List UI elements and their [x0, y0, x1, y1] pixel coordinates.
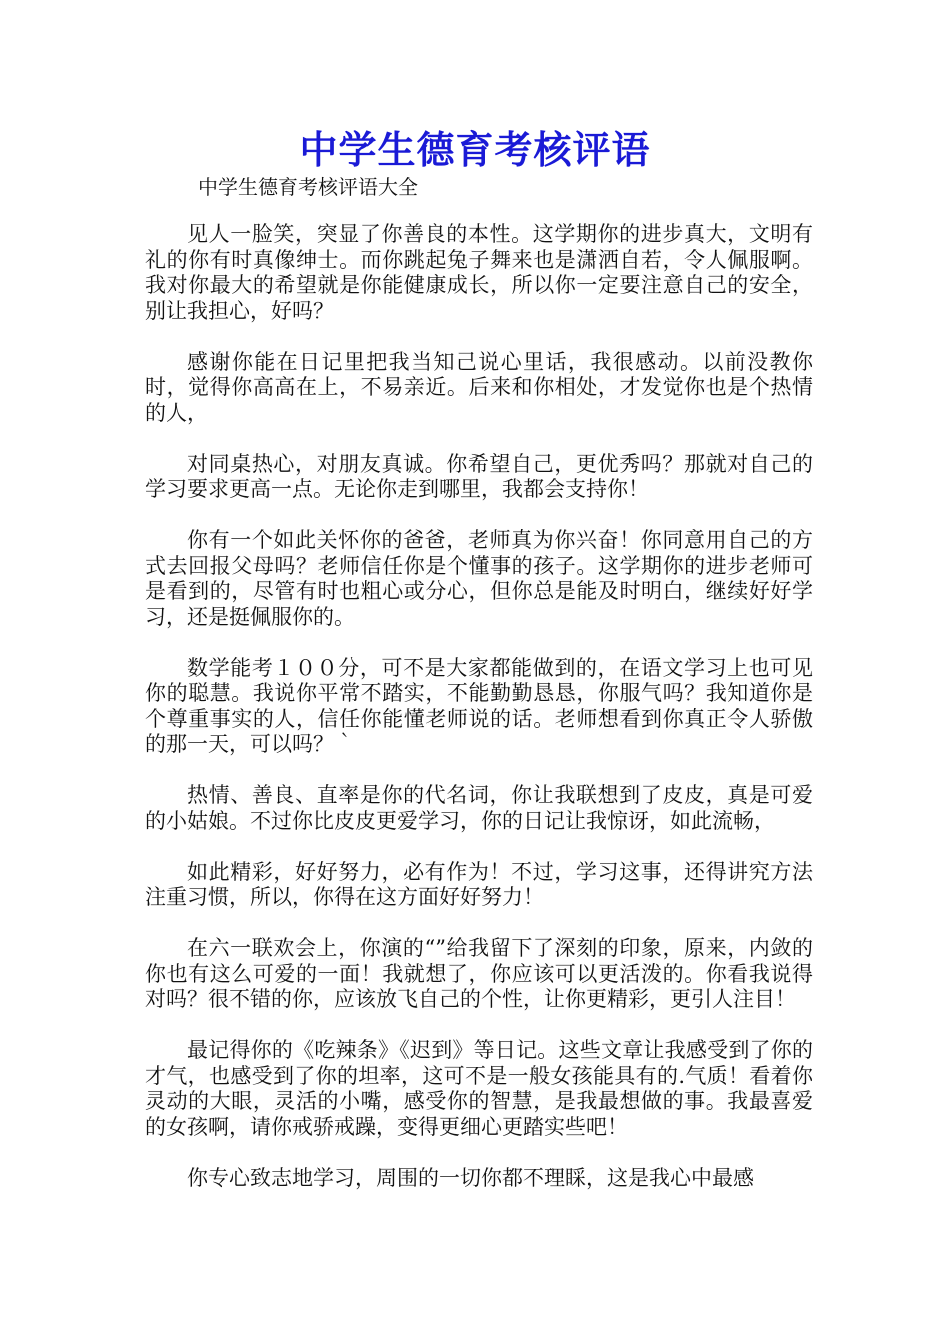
paragraph: 热情、善良、直率是你的代名词，你让我联想到了皮皮，真是可爱的小姑娘。不过你比皮皮更爱学习，你的日记让我惊讶，如此流畅，: [145, 783, 813, 833]
paragraph: 数学能考１００分，可不是大家都能做到的，在语文学习上也可见你的聪慧。我说你平常不踏实，不能勤勤恳恳，你服气吗？我知道你是个尊重事实的人，信任你能懂老师说的话。老师想看到你真正令人骄傲的那一天，可以吗？｀: [145, 655, 813, 756]
paragraph: 见人一脸笑，突显了你善良的本性。这学期你的进步真大，文明有礼的你有时真像绅士。而你跳起兔子舞来也是潇洒自若，令人佩服啊。我对你最大的希望就是你能健康成长，所以你一定要注意自己的安全，别让我担心，好吗？: [145, 222, 813, 323]
paragraph: 在六一联欢会上，你演的“”给我留下了深刻的印象，原来，内敛的你也有这么可爱的一面！我就想了，你应该可以更活泼的。你看我说得对吗？很不错的你，应该放飞自己的个性，让你更精彩，更引人注目！: [145, 936, 813, 1011]
paragraph: 对同桌热心，对朋友真诚。你希望自己，更优秀吗？那就对自己的学习要求更高一点。无论你走到哪里，我都会支持你！: [145, 451, 813, 501]
paragraph: 最记得你的《吃辣条》《迟到》等日记。这些文章让我感受到了你的才气，也感受到了你的坦率，这可不是一般女孩能具有的.气质！看着你灵动的大眼，灵活的小嘴，感受你的智慧，是我最想做的事。我最喜爱的女孩啊，请你戒骄戒躁，变得更细心更踏实些吧！: [145, 1038, 813, 1139]
document-body: [145, 222, 813, 1217]
document-title: 中学生德育考核评语: [299, 127, 651, 172]
document-subtitle: 中学生德育考核评语大全: [198, 175, 418, 199]
paragraph: 感谢你能在日记里把我当知己说心里话，我很感动。以前没教你时，觉得你高高在上，不易亲近。后来和你相处，才发觉你也是个热情的人，: [145, 349, 813, 425]
paragraph: 你专心致志地学习，周围的一切你都不理睬，这是我心中最感: [187, 1165, 754, 1190]
paragraph: 如此精彩，好好努力，必有作为！不过，学习这事，还得讲究方法注重习惯，所以，你得在这方面好好努力！: [145, 859, 813, 909]
paragraph: 你有一个如此关怀你的爸爸，老师真为你兴奋！你同意用自己的方式去回报父母吗？老师信任你是个懂事的孩子。这学期你的进步老师可是看到的，尽管有时也粗心或分心，但你总是能及时明白，继续好好学习，还是挺佩服你的。: [145, 528, 813, 629]
